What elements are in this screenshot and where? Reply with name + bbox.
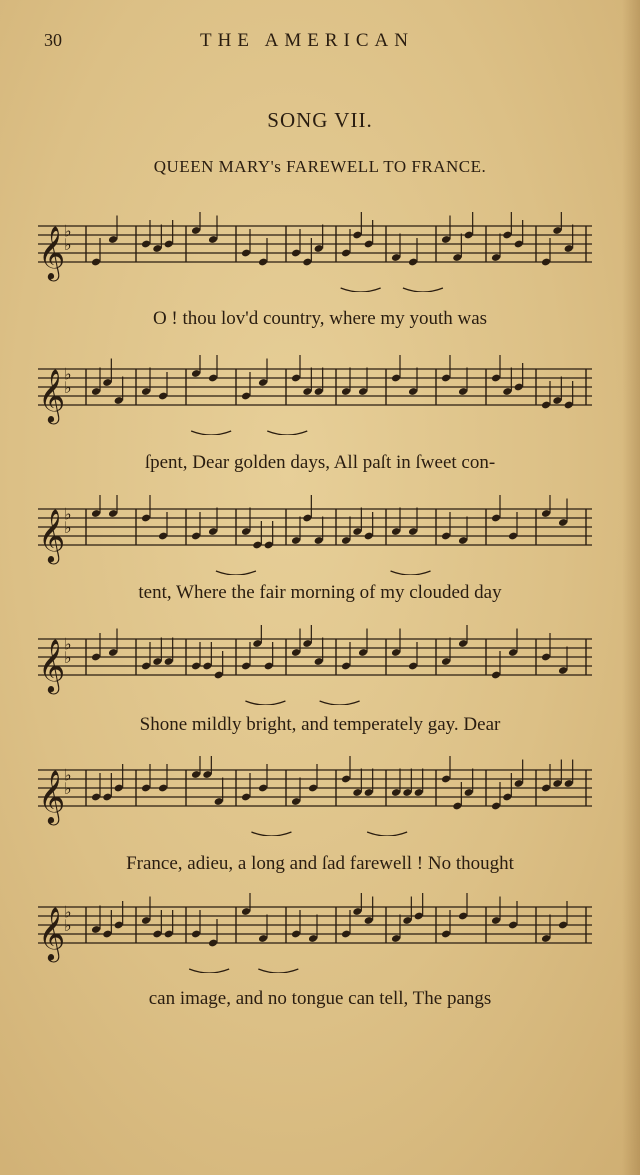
music-staff-6 bbox=[36, 893, 596, 973]
page-number: 30 bbox=[44, 30, 62, 50]
lyric-line-5: France, adieu, a long and ſad farewell ! No thought bbox=[126, 853, 514, 874]
slur bbox=[189, 969, 229, 973]
lyric-line-6: can image, and no tongue can tell, The pangs bbox=[148, 988, 492, 1009]
music-staff-1 bbox=[36, 212, 596, 292]
treble-clef-icon: 𝄞 bbox=[38, 769, 66, 823]
flat-icon: ♭ bbox=[64, 636, 72, 654]
flat-icon: ♭ bbox=[64, 366, 72, 384]
flat-icon: ♭ bbox=[64, 506, 72, 524]
slur bbox=[403, 288, 443, 292]
slur bbox=[267, 431, 307, 435]
slur bbox=[245, 701, 285, 705]
flat-icon: ♭ bbox=[64, 237, 72, 254]
music-staff-3 bbox=[36, 495, 596, 575]
flat-icon: ♭ bbox=[64, 918, 72, 935]
slur bbox=[191, 431, 231, 435]
treble-clef-icon: 𝄞 bbox=[38, 225, 66, 279]
slur bbox=[258, 969, 298, 973]
song-subtitle: QUEEN MARY's FAREWELL TO FRANCE. bbox=[153, 157, 487, 176]
music-staff-2 bbox=[36, 355, 596, 435]
treble-clef-icon: 𝄞 bbox=[38, 906, 66, 960]
lyric-line-1: O ! thou lov'd country, where my youth was bbox=[152, 308, 488, 329]
flat-icon: ♭ bbox=[64, 380, 72, 397]
slur bbox=[320, 701, 360, 705]
flat-icon: ♭ bbox=[64, 767, 72, 785]
treble-clef-icon: 𝄞 bbox=[38, 638, 66, 692]
slur bbox=[216, 571, 256, 575]
lyric-line-2: ſpent, Dear golden days, All paſt in ſweet con- bbox=[144, 452, 496, 473]
flat-icon: ♭ bbox=[64, 223, 72, 241]
treble-clef-icon: 𝄞 bbox=[38, 368, 66, 422]
lyric-line-3: tent, Where the fair morning of my clouded day bbox=[138, 582, 502, 603]
music-staff-5 bbox=[36, 756, 596, 836]
song-title: SONG VII. bbox=[267, 108, 373, 132]
flat-icon: ♭ bbox=[64, 781, 72, 798]
slur bbox=[391, 571, 431, 575]
flat-icon: ♭ bbox=[64, 650, 72, 667]
running-head: THE AMERICAN bbox=[200, 30, 414, 51]
slur bbox=[251, 832, 291, 836]
treble-clef-icon: 𝄞 bbox=[38, 508, 66, 562]
music-staff-4 bbox=[36, 625, 596, 705]
slur bbox=[341, 288, 381, 292]
flat-icon: ♭ bbox=[64, 904, 72, 922]
slur bbox=[367, 832, 407, 836]
lyric-line-4: Shone mildly bright, and temperately gay. Dear bbox=[139, 714, 501, 735]
flat-icon: ♭ bbox=[64, 520, 72, 537]
